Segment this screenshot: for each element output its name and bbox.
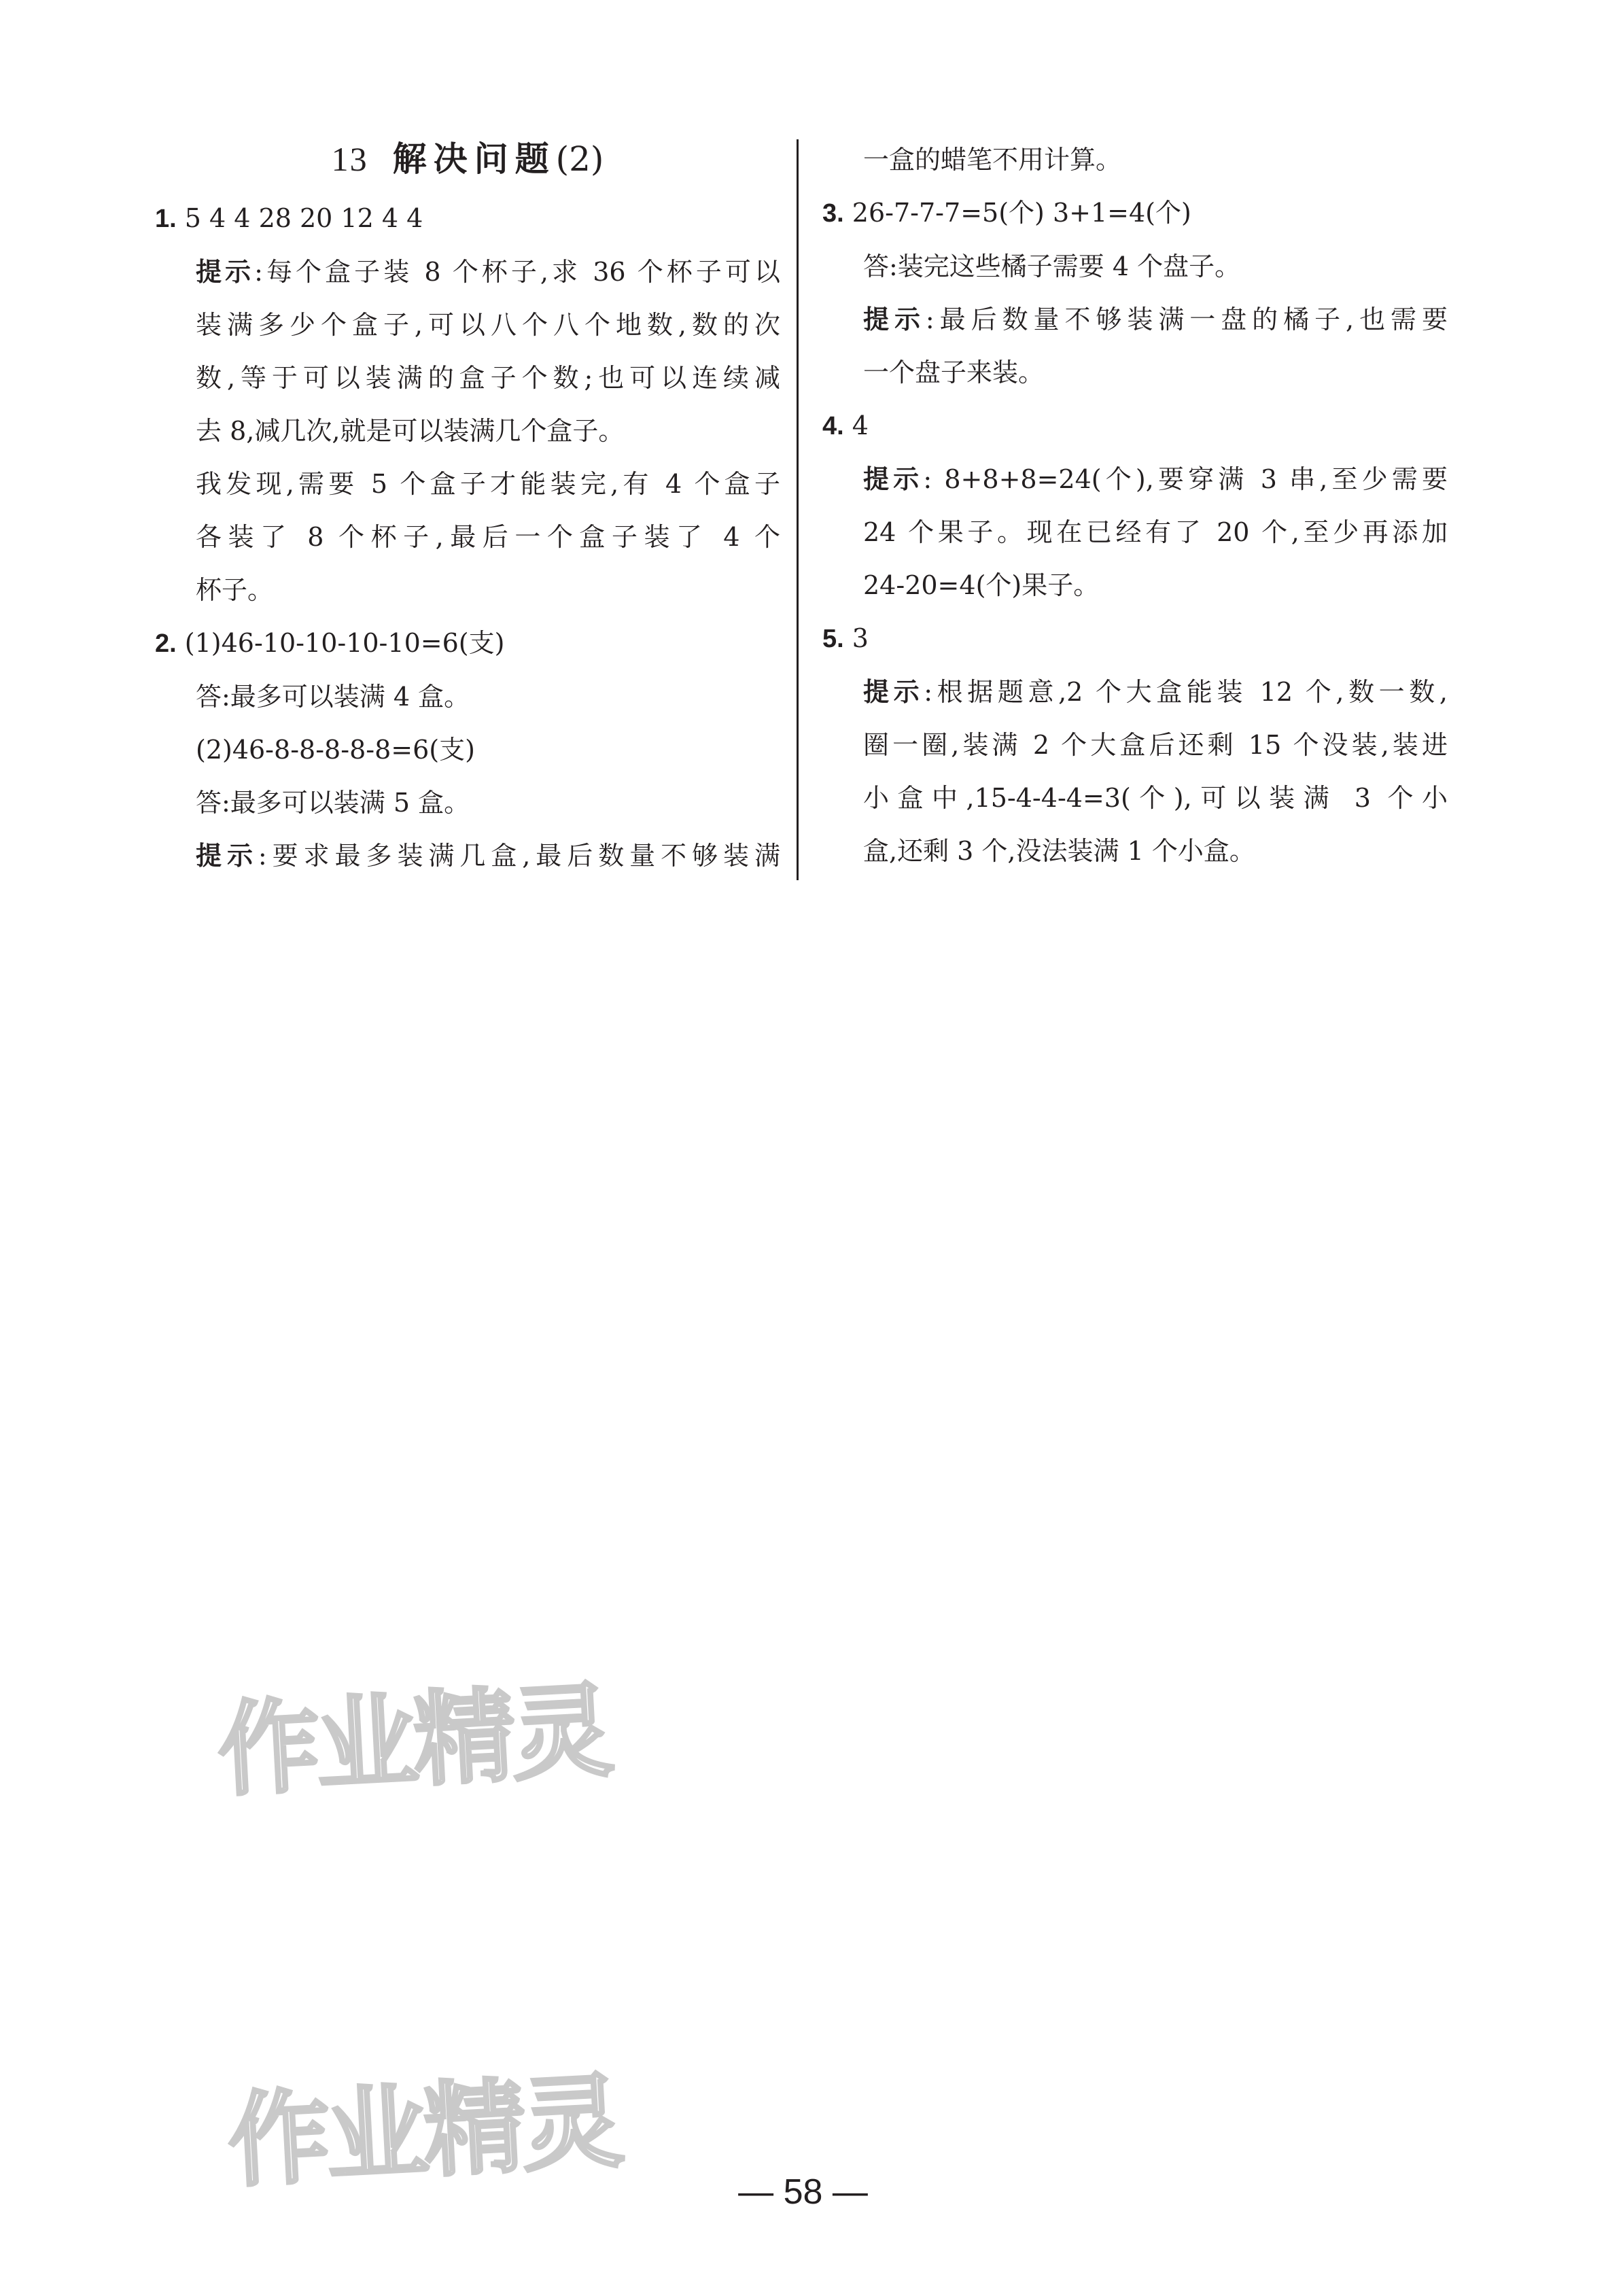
answer-text: 去 8,减几次,就是可以装满几个盒子。 (196, 416, 625, 446)
watermark-logo: 作业精灵 (215, 1672, 612, 1811)
answer-text: 一个盘子来装。 (863, 358, 1045, 387)
section-title-text: 解决问题 (392, 139, 556, 179)
column-divider (797, 139, 799, 880)
answer-line (822, 506, 1448, 559)
answer-line (822, 399, 1448, 453)
right-column (822, 133, 1448, 877)
question-number: 1. (155, 205, 177, 233)
question-number: 4. (822, 412, 844, 440)
answer-line (822, 824, 1448, 877)
left-column (155, 133, 780, 882)
answer-line (822, 293, 1448, 346)
answer-text: 数,等于可以装满的盒子个数;也可以连续减 (196, 363, 780, 393)
answer-text: 24-20=4(个)果子。 (863, 570, 1100, 600)
answer-line (822, 771, 1448, 824)
answer-text: 各装了 8 个杯子,最后一个盒子装了 4 个 (196, 522, 780, 552)
answer-line (822, 718, 1448, 771)
answer-line (822, 665, 1448, 718)
answer-line (155, 670, 780, 723)
question-number: 5. (822, 625, 844, 653)
question-number: 2. (155, 629, 177, 658)
answer-text: 圈一圈,装满 2 个大盒后还剩 15 个没装,装进 (863, 730, 1448, 760)
answer-line (155, 616, 780, 670)
answer-line (155, 776, 780, 829)
answer-line (155, 245, 780, 298)
answer-text: : 8+8+8=24(个),要穿满 3 串,至少需要 (923, 464, 1448, 494)
section-title-paren: (2) (555, 139, 604, 179)
hint-label: 提示 (196, 257, 255, 287)
answer-line (822, 133, 1448, 186)
section-title (155, 133, 780, 185)
answer-line (155, 829, 780, 882)
hint-label: 提示 (863, 464, 924, 494)
section-number: 13 (331, 140, 368, 178)
answer-text: 装满多少个盒子,可以八个八个地数,数的次 (196, 310, 780, 340)
answer-line (822, 186, 1448, 240)
answer-line (155, 192, 780, 245)
question-number: 3. (822, 199, 844, 228)
answer-text: 3 (852, 623, 869, 653)
answer-text: 盒,还剩 3 个,没法装满 1 个小盒。 (863, 836, 1255, 866)
answer-text: :根据题意,2 个大盒能装 12 个,数一数, (924, 677, 1448, 707)
hint-label: 提示 (863, 677, 924, 707)
answer-text: 24 个果子。现在已经有了 20 个,至少再添加 (863, 517, 1448, 547)
answer-line (155, 510, 780, 563)
answer-line (822, 453, 1448, 506)
answer-text: (2)46-8-8-8-8-8=6(支) (196, 735, 475, 765)
answer-line (155, 563, 780, 616)
answer-line (155, 723, 780, 776)
answer-text: 我发现,需要 5 个盒子才能装完,有 4 个盒子 (196, 469, 780, 499)
answer-line (155, 298, 780, 351)
answer-text: :每个盒子装 8 个杯子,求 36 个杯子可以 (254, 257, 780, 287)
answer-text: 5 4 4 28 20 12 4 4 (184, 203, 423, 233)
answer-text: 答:装完这些橘子需要 4 个盘子。 (863, 251, 1241, 281)
answer-line (822, 559, 1448, 612)
answer-line (822, 612, 1448, 665)
answer-line (155, 457, 780, 510)
answer-text: 4 (852, 411, 869, 440)
page-number: — 58 — (738, 2172, 868, 2212)
answer-text: 26-7-7-7=5(个) 3+1=4(个) (852, 198, 1191, 228)
hint-label: 提示 (196, 841, 258, 871)
answer-text: 小盒中,15-4-4-4=3(个),可以装满 3 个小 (863, 783, 1448, 813)
answer-text: 答:最多可以装满 4 盒。 (196, 682, 470, 712)
answer-line (822, 346, 1448, 399)
hint-label: 提示 (863, 305, 926, 334)
watermark-logo: 作业精灵 (225, 2063, 623, 2202)
answer-text: (1)46-10-10-10-10=6(支) (184, 628, 505, 658)
answer-line (155, 404, 780, 457)
answer-line (155, 351, 780, 404)
answer-text: 杯子。 (196, 575, 274, 605)
answer-line (822, 240, 1448, 293)
answer-text: 答:最多可以装满 5 盒。 (196, 788, 470, 818)
answer-text: :要求最多装满几盒,最后数量不够装满 (258, 841, 780, 871)
answer-text: :最后数量不够装满一盘的橘子,也需要 (925, 305, 1448, 334)
answer-text: 一盒的蜡笔不用计算。 (863, 145, 1122, 175)
